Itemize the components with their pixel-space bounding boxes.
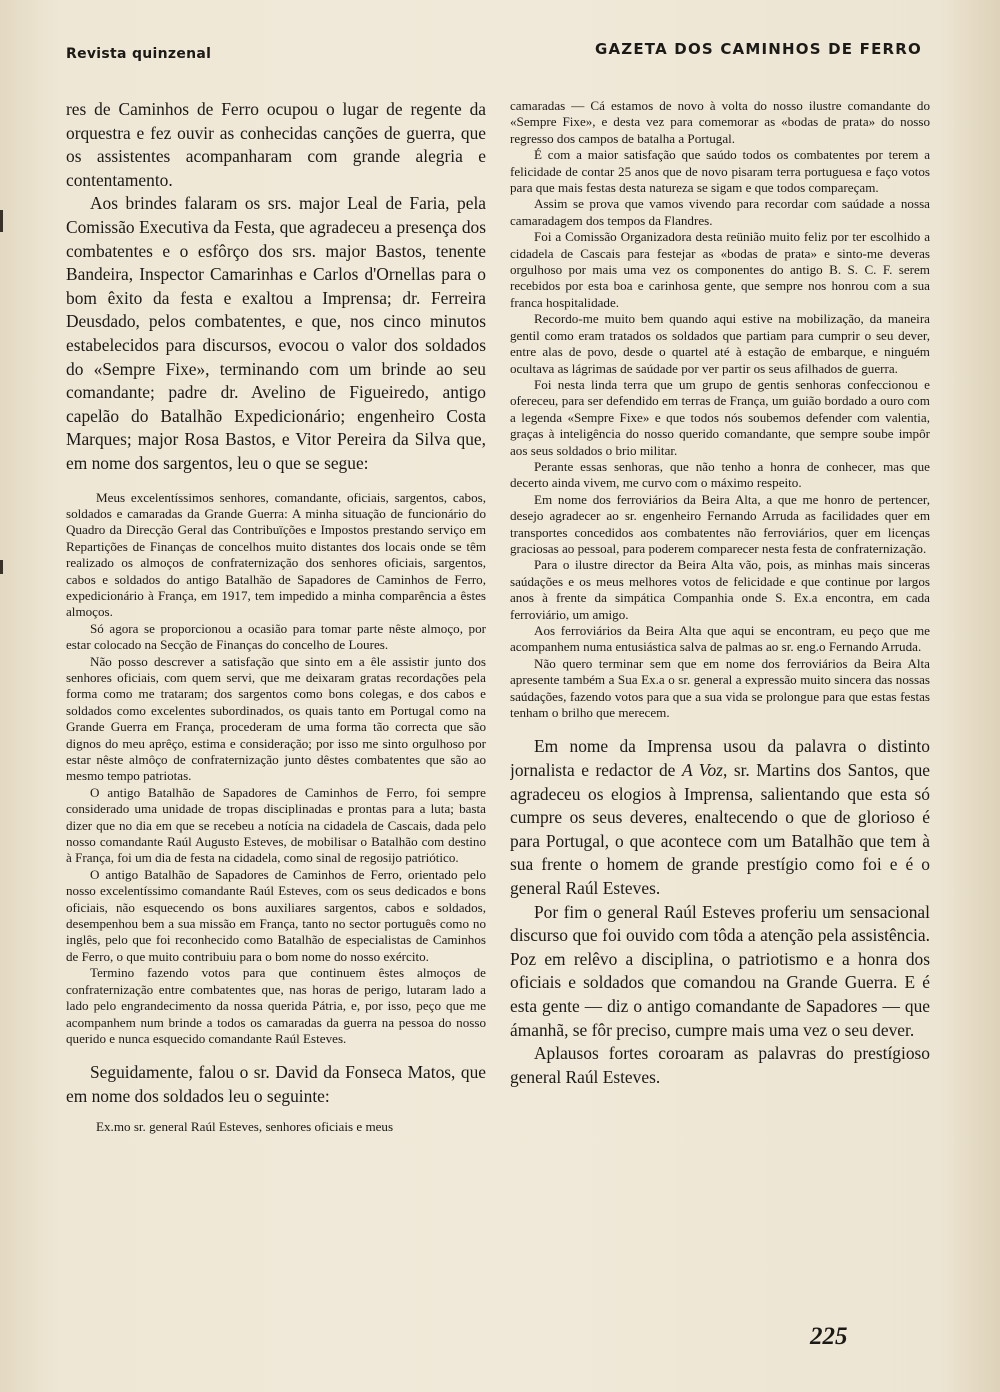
speech-paragraph: Assim se prova que vamos vivendo para recordar com saúdade a nossa camaradagem dos tempos da Flandres. <box>510 196 930 228</box>
running-header-left: Revista quinzenal <box>66 46 212 62</box>
left-column <box>66 98 486 1298</box>
paragraph: Por fim o general Raúl Esteves proferiu um sensacional discurso que foi ouvido com tôda a atenção pela assistência. Poz em relêvo a disciplina, o patriotismo e a honra dos oficiais e soldados que comandou na Grande Guerra. E é esta gente — diz o antigo comandante de Sapadores — que ámanhã, se fôr preciso, cumpre mais uma vez o seu dever. <box>510 901 930 1040</box>
running-header-right: GAZETA DOS CAMINHOS DE FERRO <box>594 40 922 58</box>
speech-paragraph: Recordo-me muito bem quando aqui estive na mobilização, da maneira gentil como eram tratados os soldados que partiam para cumprir o seu dever, entre alas de povo, desde o quartel até à estação de embarque, e ninguém ocultava as lágrimas de saúdade por ver partir os seus afilhados de guerra. <box>510 311 930 376</box>
speech-paragraph: Ex.mo sr. general Raúl Esteves, senhores oficiais e meus <box>96 1118 394 1134</box>
speech-paragraph: O antigo Batalhão de Sapadores de Caminhos de Ferro, orientado pelo nosso excelentíssimo comandante Raúl Esteves, com os seus dedicados e bons oficiais, não esquecendo os bons auxiliares sargentos, cabos e soldados, desempenhou bem a sua missão em França, tanto no sector português como no inglês, pelo que foi reconhecido como Batalhão de especialistas de Caminhos de Ferro, o que muito contribuiu para o bom nome do nosso exército. <box>66 866 486 964</box>
speech-paragraph: O antigo Batalhão de Sapadores de Caminhos de Ferro, foi sempre considerado uma unidade de tropas disciplinadas e prontas para a luta; basta dizer que no dia em que se recebeu a notícia na cidadela de Cascais, dada pelo nosso comandante Raúl Augusto Esteves, de mobilisar o Batalhão com destino à França, foi um dia de festa na cidadela, como sinal de regosijo patriótico. <box>66 784 486 866</box>
paragraph: Aplausos fortes coroaram as palavras do prestígioso general Raúl Esteves. <box>510 1043 930 1087</box>
margin-mark <box>0 560 3 574</box>
text-span: , sr. Martins dos Santos, que agradeceu os elogios à Imprensa, salientando que esta só cumpre os seus deveres, enaltecendo o que de glorioso é para Portugal, o que acontece com um Batalhão que tem à sua frente o homem de grande prestígio como foi e é o general Raúl Esteves. <box>510 760 930 898</box>
speech-paragraph: Não posso descrever a satisfação que sinto em a êle assistir junto dos senhores oficiais, com quem servi, que me deixaram gratas recordações pela forma como me trataram; dos sargentos como bons colegas, e dos cabos e soldados como excelentes subordinados, os quais tanto em Portugal como na Grande Guerra em França, procederam de uma forma tão correcta que são dignos do meu aprêço, estima e consideração; por isso me sinto orgulhoso por estar nêste almôço de confraternização junto dêstes combatentes que são ao mesmo tempo patriotas. <box>66 653 486 784</box>
speech-paragraph: Só agora se proporcionou a ocasião para tomar parte nêste almoço, por estar colocado na Secção de Finanças do concelho de Loures. <box>66 620 486 653</box>
newspaper-title: A Voz <box>681 760 723 781</box>
paragraph: res de Caminhos de Ferro ocupou o lugar de regente da orquestra e fez ouvir as conhecidas canções de guerra, que os assistentes acompanharam com grande alegria e contentamento. <box>66 99 486 190</box>
speech-paragraph: Perante essas senhoras, que não tenho a honra de conhecer, mas que decerto ainda vivem, me curvo com o máximo respeito. <box>510 458 930 491</box>
speech-paragraph: Para o ilustre director da Beira Alta vão, pois, as minhas mais sinceras saúdações e os meus melhores votos de felicidade e que continue por largos anos à frente da simpática Companhia onde S. Ex.a encontra, em cada ferroviário, um amigo. <box>510 557 930 622</box>
text-span: Em nome da Imprensa usou da palavra o distinto jornalista e redactor de <box>510 736 930 781</box>
speech-paragraph: Foi nesta linda terra que um grupo de gentis senhoras confeccionou e ofereceu, para ser defendido em terras de França, um guião bordado a ouro com a legenda «Sempre Fixe» e que todos nós soubemos defender com valentia, graças à inteligência do nosso querido comandante, que sempre soube impôr aos seus soldados o brio militar. <box>510 376 930 458</box>
right-column <box>510 98 930 1308</box>
margin-mark <box>0 210 3 232</box>
speech-paragraph: Não quero terminar sem que em nome dos ferroviários da Beira Alta apresente também a Sua Ex.a o sr. general a expressão muito sincera das nossas saúdações, fazendo votos para que a sua vida se prolongue para que estas festas tenham o brilho que merecem. <box>510 655 930 721</box>
speech-paragraph: camaradas — Cá estamos de novo à volta do nosso ilustre comandante do «Sempre Fixe», e desta vez para comemorar as «bodas de prata» do nosso regresso dos campos de batalha a Portugal. <box>510 98 930 146</box>
speech-paragraph: É com a maior satisfação que saúdo todos os combatentes por terem a felicidade de contar 25 anos que de novo pisaram terra portuguesa e faço votos para que mais festas desta natureza se sigam e que todos compareçam. <box>510 147 930 196</box>
paragraph: Aos brindes falaram os srs. major Leal de Faria, pela Comissão Executiva da Festa, que agradeceu a presença dos combatentes e o esfôrço dos srs. major Bastos, tenente Bandeira, Inspector Camarinhas e Carlos d'Ornellas para o bom êxito da festa e exaltou a Imprensa; dr. Ferreira Deusdado, pelos combatentes, e que, nos cinco minutos estabelecidos para discursos, evocou o valor dos soldados do «Sempre Fixe», terminando com um brinde ao seu comandante; padre dr. Avelino de Figueiredo, antigo capelão do Batalhão Expedicionário; engenheiro Costa Marques; major Rosa Bastos, e Vitor Pereira da Silva que, em nome dos sargentos, leu o que se segue: <box>66 193 486 473</box>
speech-paragraph: Em nome dos ferroviários da Beira Alta, a que me honro de pertencer, desejo agradecer ao sr. engenheiro Fernando Arruda as facilidades quer em transportes concedidos aos combatentes não ferroviários, quer em licenças graciosas ao pessoal, para poderem comparecer nesta festa de confraternização. <box>510 491 930 556</box>
speech-paragraph: Meus excelentíssimos senhores, comandante, oficiais, sargentos, cabos, soldados e camaradas da Grande Guerra: A minha situação de funcionário do Quadro da Direcção Geral das Contribuïções e Impostos prestando serviço em Repartições de Finanças de concelhos muito distantes dos locais onde se têm realizado os almoços de confraternização dos senhores oficiais, sargentos, cabos e soldados do antigo Batalhão de Sapadores de Caminhos de Ferro, expedicionário à França, em 1917, tem impedido a minha comparência a êstes almoços. <box>66 489 486 620</box>
page-number: 225 <box>810 1323 848 1350</box>
paragraph <box>510 735 930 900</box>
speech-paragraph: Aos ferroviários da Beira Alta que aqui se encontram, eu peço que me acompanhem numa entusiástica salva de palmas ao sr. eng.o Fernando Arruda. <box>510 623 930 655</box>
speech-paragraph: Foi a Comissão Organizadora desta reünião muito feliz por ter escolhido a cidadela de Cascais para festejar as «bodas de prata» e sinto-me deveras orgulhoso por mais uma vez os componentes do antigo B. S. C. F. serem recebidos por esta boa e carinhosa gente, que sempre nos honrou com a sua franca hospitalidade. <box>510 229 930 310</box>
paragraph: Seguidamente, falou o sr. David da Fonseca Matos, que em nome dos soldados leu o seguinte: <box>66 1062 486 1106</box>
speech-paragraph: Termino fazendo votos para que continuem êstes almoços de confraternização entre combatentes que, nas horas de perigo, lutaram lado a lado pelo engrandecimento da nossa querida Pátria, e, por isso, peço que me acompanhem num brinde a todos os camaradas da guerra na pessoa do nosso querido e nunca esquecido comandante Raúl Esteves. <box>66 965 486 1046</box>
